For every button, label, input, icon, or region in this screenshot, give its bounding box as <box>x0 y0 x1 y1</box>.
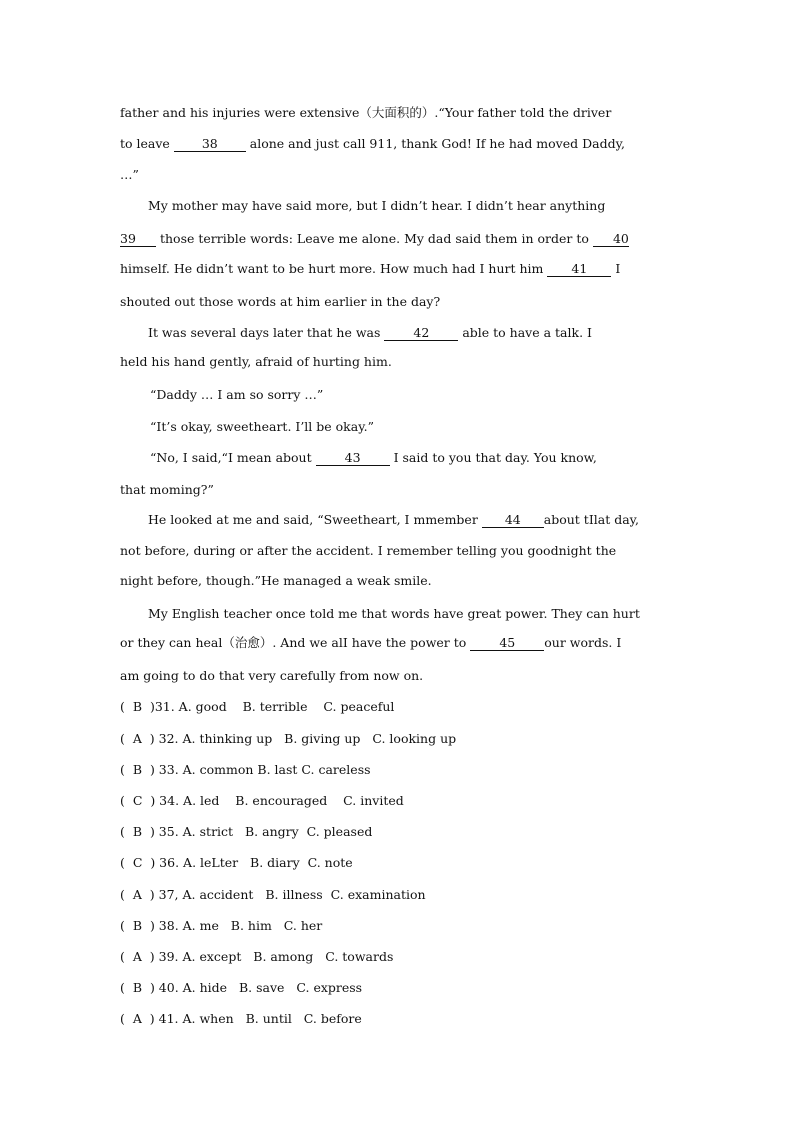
passage-line: that moming?” <box>120 482 214 497</box>
answer-line-38: ( B ) 38. A. me B. him C. her <box>120 918 323 933</box>
answer-line-36: ( C ) 36. A. leLter B. diary C. note <box>120 855 353 870</box>
blank-40: 40 <box>593 232 629 247</box>
answer-line-32: ( A ) 32. A. thinking up B. giving up C. looking up <box>120 731 457 746</box>
passage-line: not before, during or after the accident. I remember telling you goodnight the <box>120 543 617 558</box>
answer-line-35: ( B ) 35. A. strict B. angry C. pleased <box>120 824 373 839</box>
answer-line-33: ( B ) 33. A. common B. last C. careless <box>120 762 371 777</box>
blank-44: 44 <box>482 513 544 528</box>
passage-line: to leave 38 alone and just call 911, thank God! If he had moved Daddy, <box>120 136 625 151</box>
answer-line-40: ( B ) 40. A. hide B. save C. express <box>120 980 363 995</box>
paragraph-start: My English teacher once told me that words have great power. They can hurt <box>148 606 640 621</box>
passage-line: himself. He didn’t want to be hurt more. How much had I hurt him 41 I <box>120 261 621 276</box>
dialogue-line: “No, I said,“I mean about 43 I said to you that day. You know, <box>150 450 597 465</box>
blank-38: 38 <box>174 137 246 152</box>
passage-line: night before, though.”He managed a weak smile. <box>120 573 432 588</box>
blank-45: 45 <box>470 636 544 651</box>
answer-line-34: ( C ) 34. A. led B. encouraged C. invited <box>120 793 404 808</box>
blank-42: 42 <box>384 326 458 341</box>
answer-line-41: ( A ) 41. A. when B. until C. before <box>120 1011 362 1026</box>
passage-line: am going to do that very carefully from now on. <box>120 668 424 683</box>
blank-43: 43 <box>316 451 390 466</box>
passage-line: 39 those terrible words: Leave me alone. My dad said them in order to 40 <box>120 231 629 246</box>
paragraph-start: He looked at me and said, “Sweetheart, I mmember 44 about tIlat day, <box>148 512 640 527</box>
paragraph-start: My mother may have said more, but I didn’t hear. I didn’t hear anything <box>148 198 606 213</box>
answer-line-31: ( B )31. A. good B. terrible C. peaceful <box>120 699 395 714</box>
passage-line: or they can heal（治愈）. And we alI have the power to 45 our words. I <box>120 635 622 650</box>
blank-41: 41 <box>547 262 611 277</box>
passage-line: …” <box>120 167 139 182</box>
paragraph-start: It was several days later that he was 42 able to have a talk. I <box>148 325 592 340</box>
dialogue-line: “Daddy … I am so sorry …” <box>150 387 324 402</box>
passage-line: shouted out those words at him earlier in the day? <box>120 294 441 309</box>
blank-39: 39 <box>120 232 156 247</box>
answer-line-37: ( A ) 37, A. accident B. illness C. examination <box>120 887 426 902</box>
passage-line: father and his injuries were extensive（大面积的）.“Your father told the driver <box>120 105 612 120</box>
answer-line-39: ( A ) 39. A. except B. among C. towards <box>120 949 394 964</box>
passage-line: held his hand gently, afraid of hurting him. <box>120 354 392 369</box>
dialogue-line: “It’s okay, sweetheart. I’ll be okay.” <box>150 419 374 434</box>
